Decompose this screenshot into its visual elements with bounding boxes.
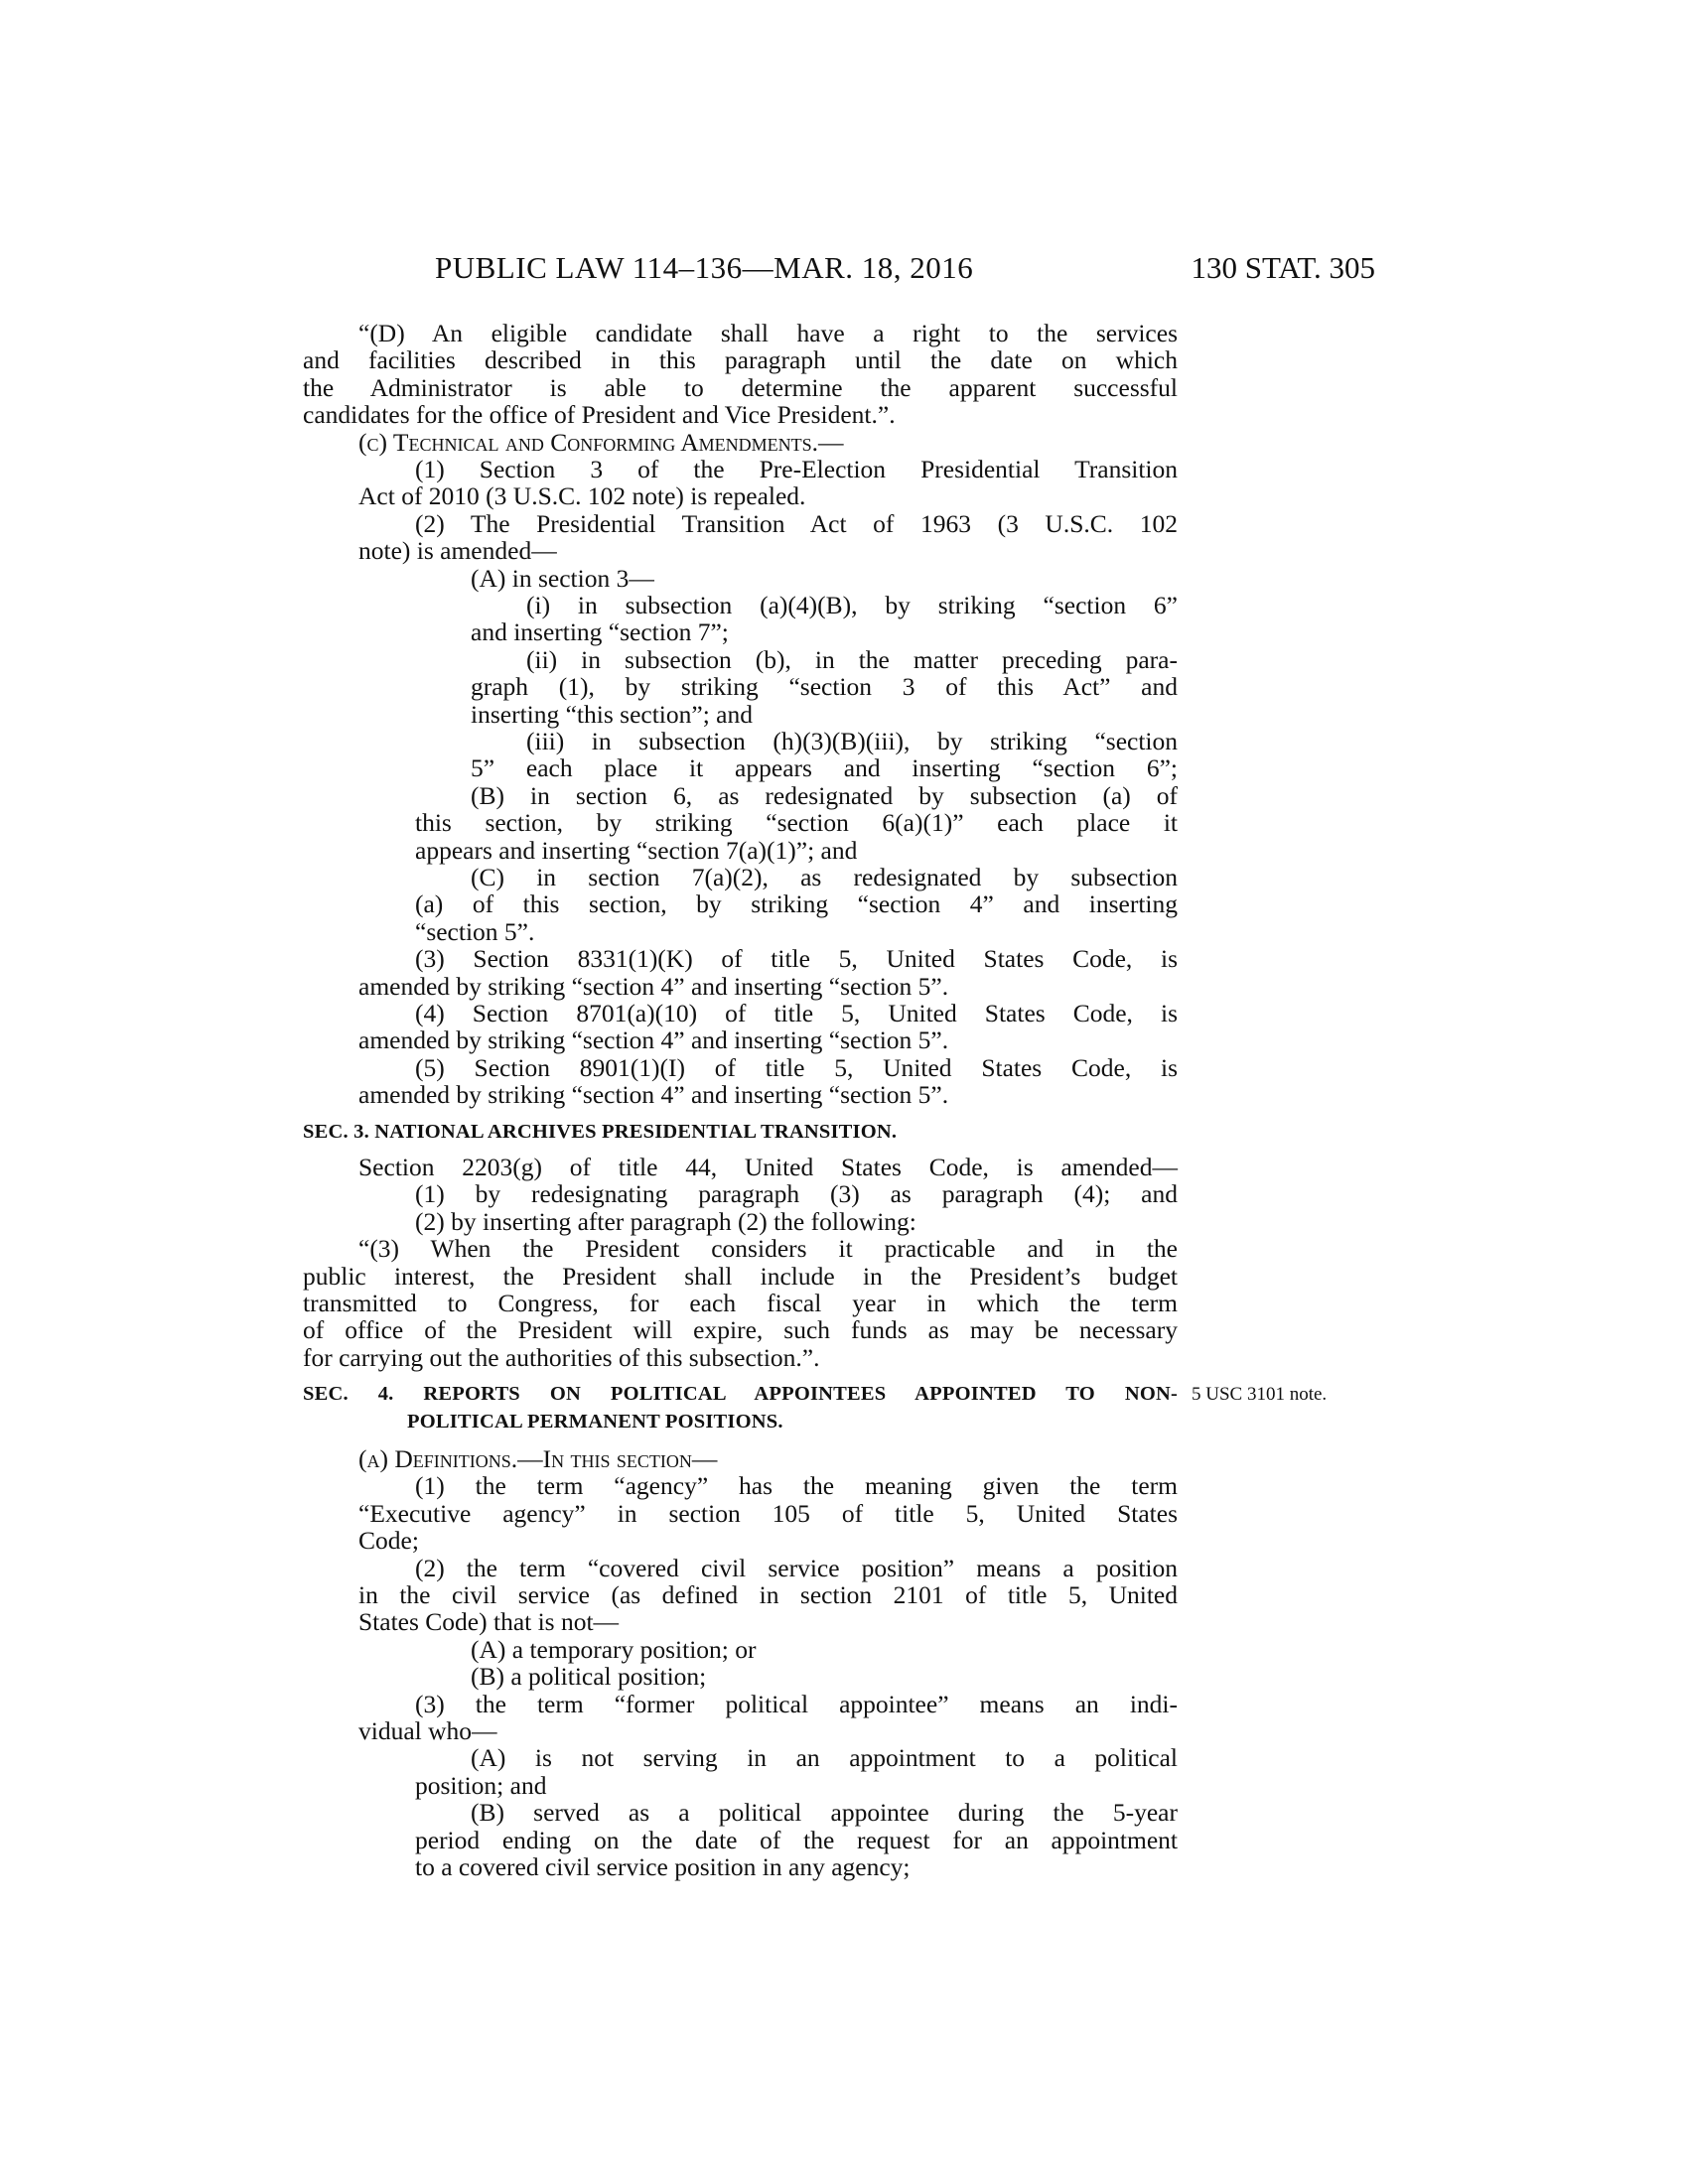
text-line: amended by striking “section 4” and inserting “section 5”. <box>358 1080 949 1110</box>
text-line: “Executive agency” in section 105 of title 5, United States <box>358 1498 1178 1528</box>
text-line: (2) The Presidential Transition Act of 1963 (3 U.S.C. 102 <box>415 508 1178 538</box>
text-line: (ii) in subsection (b), in the matter preceding para- <box>526 644 1178 674</box>
text-line: in the civil service (as defined in section 2101 of title 5, United <box>358 1580 1178 1609</box>
text-line: States Code) that is not— <box>358 1607 620 1637</box>
text-line: (iii) in subsection (h)(3)(B)(iii), by striking “section <box>526 727 1178 755</box>
text-line: period ending on the date of the request for an appointment <box>415 1825 1178 1854</box>
text-line: the Administrator is able to determine the apparent successful <box>303 372 1178 402</box>
text-line: transmitted to Congress, for each fiscal year in which the term <box>303 1289 1178 1317</box>
text-line: candidates for the office of President and Vice President.”. <box>303 400 896 430</box>
text-line: (B) a political position; <box>471 1662 707 1692</box>
text-line: and facilities described in this paragraph until the date on which <box>303 345 1178 375</box>
text-line: appears and inserting “section 7(a)(1)”; and <box>415 835 858 865</box>
text-line: 5” each place it appears and inserting “section 6”; <box>471 753 1178 783</box>
text-line: amended by striking “section 4” and inserting “section 5”. <box>358 971 949 1001</box>
section-heading-line: SEC. 4. REPORTS ON POLITICAL APPOINTEES APPOINTED TO NON- <box>303 1383 1178 1406</box>
text-line: for carrying out the authorities of this subsection.”. <box>303 1342 820 1372</box>
text-line: (B) served as a political appointee during the 5-year <box>471 1798 1178 1828</box>
text-line: (1) Section 3 of the Pre-Election Presidential Transition <box>415 455 1178 483</box>
text-line: of office of the President will expire, such funds as may be necessary <box>303 1315 1178 1345</box>
text-line: (i) in subsection (a)(4)(B), by striking “section 6” <box>526 591 1178 619</box>
page-header <box>0 250 1688 290</box>
text-line: (B) in section 6, as redesignated by subsection (a) of <box>471 780 1178 810</box>
text-line: Code; <box>358 1526 419 1556</box>
margin-citation-note: 5 USC 3101 note. <box>1192 1384 1328 1406</box>
text-line: graph (1), by striking “section 3 of this Act” and <box>471 672 1178 702</box>
text-line: (a) of this section, by striking “section 4” and inserting <box>415 889 1178 919</box>
text-line: Section 2203(g) of title 44, United States Code, is amended— <box>358 1153 1178 1181</box>
text-line: (4) Section 8701(a)(10) of title 5, United States Code, is <box>415 999 1178 1027</box>
text-line: (3) Section 8331(1)(K) of title 5, United States Code, is <box>415 944 1178 974</box>
text-line: public interest, the President shall include in the President’s budget <box>303 1261 1178 1291</box>
text-line: inserting “this section”; and <box>471 699 753 729</box>
text-line: (1) by redesignating paragraph (3) as paragraph (4); and <box>415 1179 1178 1209</box>
text-line: Act of 2010 (3 U.S.C. 102 note) is repealed. <box>358 481 806 511</box>
text-line: amended by striking “section 4” and inserting “section 5”. <box>358 1025 949 1055</box>
text-line: note) is amended— <box>358 536 557 566</box>
text-line: (1) the term “agency” has the meaning given the term <box>415 1471 1178 1501</box>
section-heading-line: SEC. 3. NATIONAL ARCHIVES PRESIDENTIAL TRANSITION. <box>303 1120 898 1143</box>
text-line: (2) by inserting after paragraph (2) the following: <box>415 1206 916 1236</box>
text-line: “section 5”. <box>415 916 535 946</box>
text-line: (C) in section 7(a)(2), as redesignated by subsection <box>471 863 1178 891</box>
text-line: (5) Section 8901(1)(I) of title 5, United States Code, is <box>415 1052 1178 1082</box>
text-line: “(3) When the President considers it practicable and in the <box>358 1234 1178 1264</box>
text-line: (A) a temporary position; or <box>471 1634 757 1664</box>
text-line: vidual who— <box>358 1716 497 1745</box>
text-line: (a) Definitions.—In this section— <box>358 1444 718 1473</box>
text-line: (c) Technical and Conforming Amendments.— <box>358 427 844 457</box>
text-line: (3) the term “former political appointee” means an indi- <box>415 1689 1178 1718</box>
text-line: (2) the term “covered civil service position” means a position <box>415 1553 1178 1582</box>
text-line: to a covered civil service position in any agency; <box>415 1852 911 1881</box>
section-heading-line: POLITICAL PERMANENT POSITIONS. <box>407 1410 783 1433</box>
statute-page-number: 130 STAT. 305 <box>1191 250 1375 285</box>
text-line: and inserting “section 7”; <box>471 617 729 647</box>
running-head-title: PUBLIC LAW 114–136—MAR. 18, 2016 <box>435 250 974 285</box>
text-line: (A) is not serving in an appointment to a political <box>471 1743 1178 1773</box>
text-line: “(D) An eligible candidate shall have a right to the services <box>358 319 1178 347</box>
text-line: this section, by striking “section 6(a)(1)” each place it <box>415 808 1178 838</box>
text-line: (A) in section 3— <box>471 563 654 593</box>
text-line: position; and <box>415 1770 547 1800</box>
